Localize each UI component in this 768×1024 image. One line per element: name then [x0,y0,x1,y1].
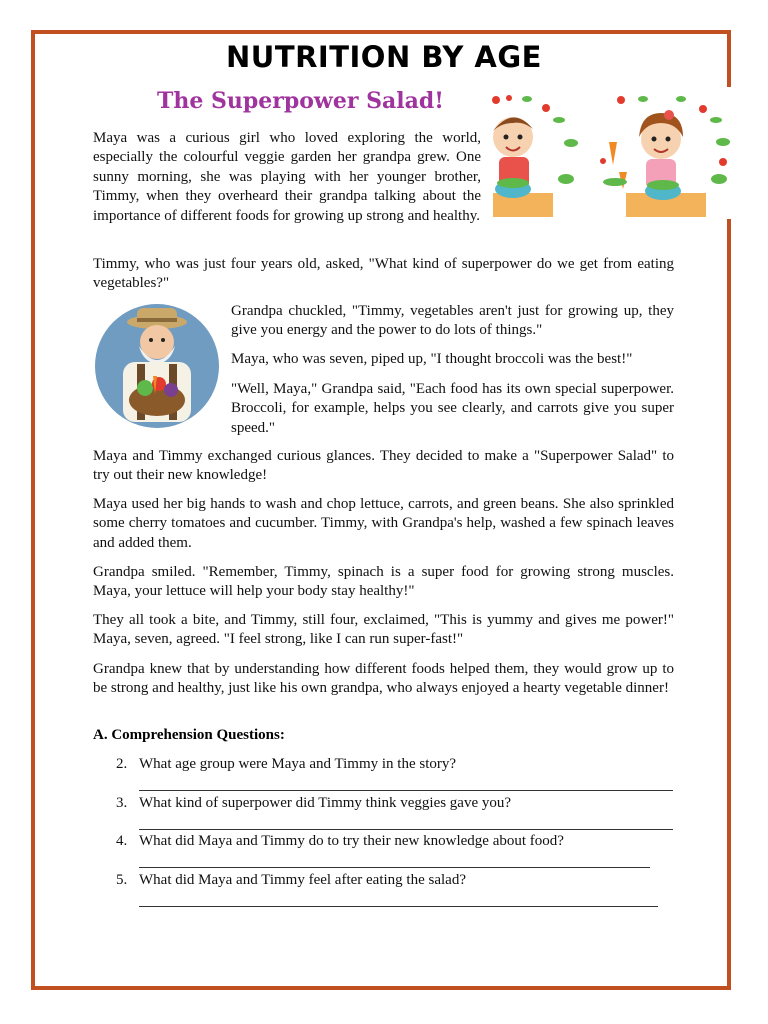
story-title: The Superpower Salad! [157,88,444,114]
answer-line[interactable] [139,790,673,791]
page-title: NUTRITION BY AGE [226,40,542,74]
answer-line[interactable] [139,906,658,907]
question-item [116,795,676,815]
grandpa-with-vegetable-basket-illustration [93,302,221,430]
story-paragraph-8: Grandpa smiled. "Remember, Timmy, spinach is a super food for growing strong muscles. Maya, your lettuce will help your body stay healthy!" [93,564,674,600]
question-number: 5. [116,872,128,888]
question-text: What age group were Maya and Timmy in the story? [139,756,457,772]
kids-eating-salad-illustration [491,87,736,219]
question-number: 3. [116,795,128,811]
answer-line[interactable] [139,829,673,830]
story-paragraph-9: They all took a bite, and Timmy, still four, exclaimed, "This is yummy and gives me power!" Maya, seven, agreed. "I feel strong, like I can run super-fast!" [93,612,674,648]
story-paragraph-6: Maya and Timmy exchanged curious glances. They decided to make a "Superpower Salad" to try out their new knowledge! [93,448,674,484]
question-text: What did Maya and Timmy do to try their new knowledge about food? [139,833,564,849]
story-paragraph-2: Timmy, who was just four years old, asked, "What kind of superpower do we get from eating vegetables?" [93,256,674,292]
story-paragraph-10: Grandpa knew that by understanding how different foods helped them, they would grow up to be strong and healthy, just like his own grandpa, who always enjoyed a hearty vegetable dinner! [93,661,674,697]
question-item [116,833,676,853]
story-paragraph-4: Maya, who was seven, piped up, "I thought broccoli was the best!" [231,351,633,367]
question-number: 2. [116,756,128,772]
story-paragraph-1: Maya was a curious girl who loved exploring the world, especially the colourful veggie garden her grandpa grew. One sunny morning, she was playing with her younger brother, Timmy, when they overheard their grandpa talking about the importance of different foods for growing up strong and healthy. [93,130,481,224]
question-text: What kind of superpower did Timmy think veggies gave you? [139,795,512,811]
story-paragraph-5: "Well, Maya," Grandpa said, "Each food has its own special superpower. Broccoli, for example, helps you see clearly, and carrots give you super speed." [231,381,674,436]
questions-heading: A. Comprehension Questions: [93,727,285,743]
answer-line[interactable] [139,867,650,868]
question-text: What did Maya and Timmy feel after eating the salad? [139,872,466,888]
question-number: 4. [116,833,128,849]
story-paragraph-3: Grandpa chuckled, "Timmy, vegetables aren't just for growing up, they give you energy and the power to do lots of things." [231,303,674,339]
question-item [116,756,676,776]
story-paragraph-7: Maya used her big hands to wash and chop lettuce, carrots, and green beans. She also sprinkled some cherry tomatoes and cucumber. Timmy, with Grandpa's help, washed a few spinach leaves and added them. [93,496,674,551]
question-item [116,872,676,892]
